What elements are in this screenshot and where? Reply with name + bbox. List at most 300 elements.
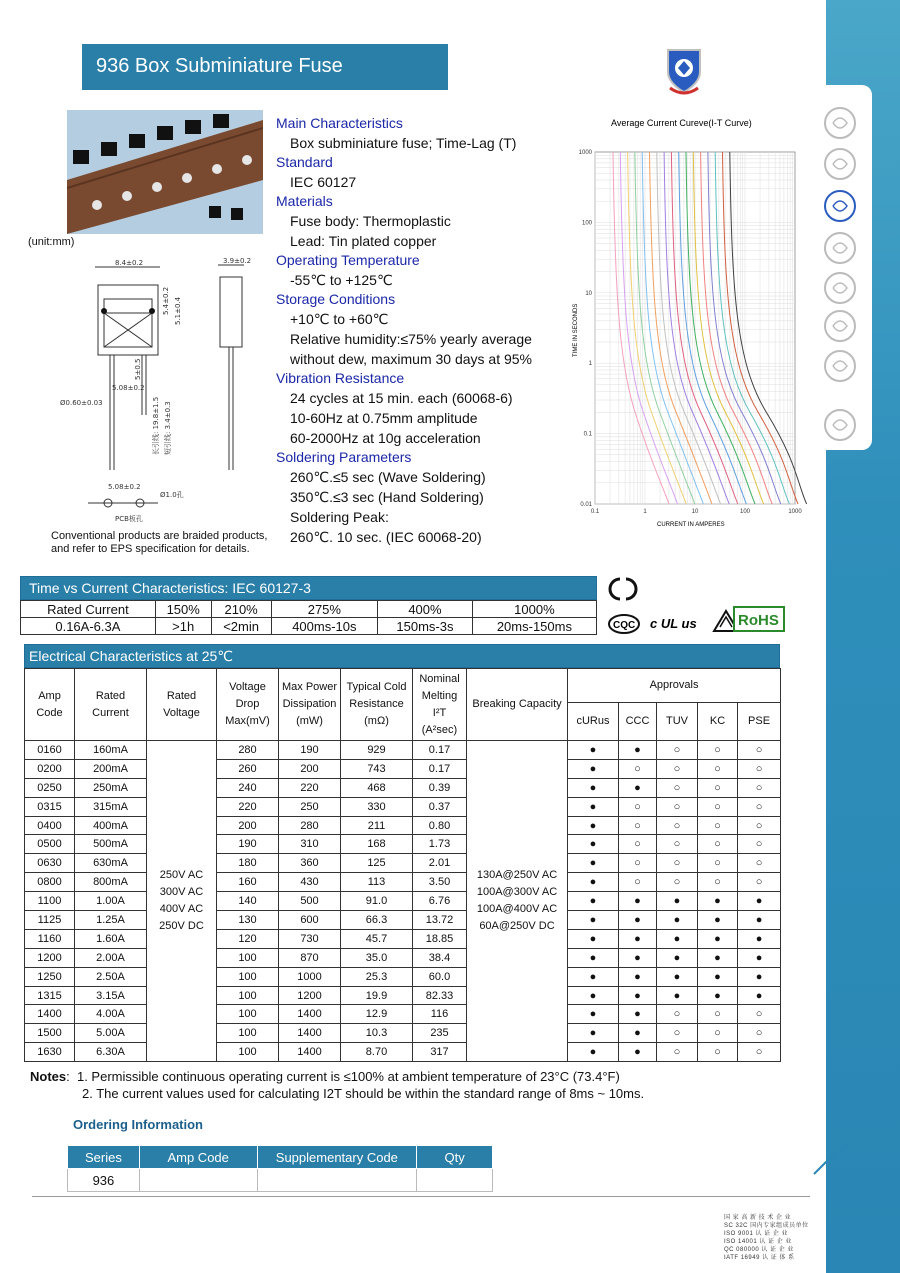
approval-mark-cell: ○	[698, 797, 738, 816]
approval-mark-cell: ●	[568, 854, 619, 873]
max-power-cell: 500	[279, 892, 341, 911]
cold-resistance-cell: 743	[341, 759, 413, 778]
max-power-cell: 1200	[279, 986, 341, 1005]
notes: Notes: 1. Permissible continuous operating current is ≤100% at ambient temperature of 23°C (73.4°F) 2. The current values used for calculating I2T should be within the standard range of 8ms ~ 10ms.	[30, 1069, 645, 1101]
table-row	[25, 741, 781, 760]
table-row	[25, 816, 781, 835]
max-power-cell: 280	[279, 816, 341, 835]
i2t-cell: 38.4	[413, 948, 467, 967]
max-power-cell: 600	[279, 911, 341, 930]
curve-title: Average Current Cureve(I-T Curve)	[611, 118, 752, 128]
col-max-power: Max Power Dissipation (mW)	[279, 669, 341, 741]
char-heading: Soldering Parameters	[276, 449, 412, 465]
cqc-mark-icon	[609, 615, 639, 633]
order-cell	[139, 1169, 257, 1192]
rated-current-cell: 5.00A	[75, 1024, 147, 1043]
approval-mark-cell: ●	[568, 1043, 619, 1062]
approval-mark-cell: ●	[568, 797, 619, 816]
voltage-drop-cell: 190	[217, 835, 279, 854]
rated-current-cell: 2.50A	[75, 967, 147, 986]
rated-current-cell: 1.00A	[75, 892, 147, 911]
approval-mark-cell: ○	[698, 778, 738, 797]
amp-code-cell: 0160	[25, 741, 75, 760]
approval-mark-cell: ○	[738, 835, 781, 854]
approval-mark-cell: ○	[657, 741, 698, 760]
order-cell	[417, 1169, 493, 1192]
max-power-cell: 190	[279, 741, 341, 760]
amp-code-cell: 1315	[25, 986, 75, 1005]
approval-mark-cell: ●	[738, 986, 781, 1005]
rated-voltage-line: 300V AC	[159, 886, 204, 899]
order-col-header: Supplementary Code	[257, 1146, 417, 1169]
i2t-cell: 116	[413, 1005, 467, 1024]
dim-pitch: 5.08±0.2	[112, 384, 145, 392]
table-row	[25, 759, 781, 778]
max-power-cell: 1400	[279, 1043, 341, 1062]
voltage-drop-cell: 100	[217, 986, 279, 1005]
approval-mark-cell: ●	[698, 967, 738, 986]
triangle-arrow-icon	[822, 105, 858, 141]
approval-mark-cell: ●	[568, 1024, 619, 1043]
amp-code-cell: 1160	[25, 929, 75, 948]
voltage-drop-cell: 260	[217, 759, 279, 778]
approval-mark-cell: ●	[619, 948, 657, 967]
approval-mark-cell: ●	[568, 967, 619, 986]
tcc-cell: 150ms-3s	[378, 618, 473, 635]
cold-resistance-cell: 35.0	[341, 948, 413, 967]
approval-mark-cell: ●	[568, 948, 619, 967]
arrow-right-icon	[822, 270, 858, 306]
cold-resistance-cell: 330	[341, 797, 413, 816]
conventional-note	[51, 530, 267, 556]
svg-text:c UL us: c UL us	[650, 616, 697, 631]
dimension-drawing	[40, 255, 270, 527]
i2t-cell: 6.76	[413, 892, 467, 911]
approval-mark-cell: ●	[657, 967, 698, 986]
time-current-table	[20, 576, 597, 635]
main-characteristics	[276, 114, 546, 547]
approval-mark-cell: ●	[619, 929, 657, 948]
page-title: 936 Box Subminiature Fuse	[82, 44, 448, 90]
curve-x-tick: 1000	[788, 509, 802, 515]
approval-col-kc: KC	[698, 703, 738, 741]
approval-mark-cell: ●	[619, 1024, 657, 1043]
table-row	[25, 911, 781, 930]
approval-mark-cell: ○	[698, 873, 738, 892]
voltage-drop-cell: 130	[217, 911, 279, 930]
breaking-capacity-line: 100A@300V AC	[476, 886, 558, 899]
table-row	[25, 873, 781, 892]
col-rated-current: Rated Current	[75, 669, 147, 741]
table-row	[25, 1005, 781, 1024]
flame-icon	[822, 308, 858, 344]
company-line: IATF 16949 认 证 体 系	[724, 1255, 795, 1261]
breaking-capacity-line: 60A@250V DC	[479, 920, 555, 933]
cold-resistance-cell: 12.9	[341, 1005, 413, 1024]
approval-mark-cell: ○	[738, 759, 781, 778]
electrical-characteristics-table	[24, 644, 780, 1062]
approval-mark-cell: ●	[619, 892, 657, 911]
company-line: SC 32C 国内专家组成员单位	[724, 1223, 809, 1229]
i2t-cell: 0.39	[413, 778, 467, 797]
approval-mark-cell: ○	[698, 1043, 738, 1062]
table-row	[25, 892, 781, 911]
amp-code-cell: 0400	[25, 816, 75, 835]
kc-mark-icon	[610, 579, 636, 599]
approval-mark-cell: ○	[657, 835, 698, 854]
cold-resistance-cell: 66.3	[341, 911, 413, 930]
tcc-col-header: Rated Current	[21, 601, 156, 618]
dim-hole: Ø1.0孔	[160, 491, 184, 499]
approval-mark-cell: ○	[698, 816, 738, 835]
amp-code-cell: 0250	[25, 778, 75, 797]
voltage-drop-cell: 200	[217, 816, 279, 835]
amp-code-cell: 1500	[25, 1024, 75, 1043]
approval-mark-cell: ○	[738, 816, 781, 835]
char-heading: Storage Conditions	[276, 291, 396, 307]
char-value: Soldering Peak:	[290, 509, 389, 525]
char-value: +10℃ to +60℃	[290, 311, 389, 327]
table-row	[25, 1043, 781, 1062]
max-power-cell: 730	[279, 929, 341, 948]
char-value: 60-2000Hz at 10g acceleration	[290, 430, 481, 446]
col-amp-code: Amp Code	[25, 669, 75, 741]
voltage-drop-cell: 280	[217, 741, 279, 760]
cold-resistance-cell: 113	[341, 873, 413, 892]
char-value: without dew, maximum 30 days at 95%	[290, 351, 533, 367]
approval-col-ccc: CCC	[619, 703, 657, 741]
table-row	[25, 986, 781, 1005]
i2t-cell: 1.73	[413, 835, 467, 854]
char-value: IEC 60127	[290, 174, 357, 190]
cold-resistance-cell: 211	[341, 816, 413, 835]
tcc-cell: >1h	[155, 618, 211, 635]
i2t-cell: 82.33	[413, 986, 467, 1005]
dim-lead-offset: 5±0.5	[134, 358, 142, 380]
approval-mark-cell: ●	[568, 741, 619, 760]
approval-mark-cell: ●	[657, 892, 698, 911]
amp-code-cell: 1200	[25, 948, 75, 967]
curve-y-tick: 1000	[578, 150, 592, 156]
amp-code-cell: 1250	[25, 967, 75, 986]
approval-mark-cell: ●	[568, 911, 619, 930]
company-line: ISO 9001 认 证 企 业	[724, 1231, 789, 1237]
char-heading: Operating Temperature	[276, 252, 420, 268]
max-power-cell: 1000	[279, 967, 341, 986]
voltage-drop-cell: 160	[217, 873, 279, 892]
footer-divider	[32, 1196, 810, 1197]
max-power-cell: 310	[279, 835, 341, 854]
tcc-col-header: 150%	[155, 601, 211, 618]
curve-xlabel: CURRENT IN AMPERES	[657, 522, 725, 528]
certification-marks	[608, 575, 788, 637]
breaking-capacity-line: 100A@400V AC	[476, 903, 558, 916]
company-line: 国 家 高 新 技 术 企 业	[724, 1215, 792, 1221]
approval-mark-cell: ●	[738, 892, 781, 911]
approval-mark-cell: ○	[657, 1005, 698, 1024]
lightning-bolt-icon	[812, 1140, 852, 1176]
i2t-cell: 0.17	[413, 759, 467, 778]
order-col-header: Amp Code	[139, 1146, 257, 1169]
table-row	[25, 778, 781, 797]
order-col-header: Series	[68, 1146, 140, 1169]
char-value: 24 cycles at 15 min. each (60068-6)	[290, 390, 513, 406]
tcc-col-header: 275%	[271, 601, 378, 618]
rated-voltage-cell	[147, 741, 217, 1062]
ordering-title: Ordering Information	[73, 1117, 203, 1132]
max-power-cell: 200	[279, 759, 341, 778]
curve-ylabel: TIME IN SECONDS	[573, 303, 579, 357]
i2t-cell: 60.0	[413, 967, 467, 986]
rated-current-cell: 250mA	[75, 778, 147, 797]
curve-y-tick: 0.01	[580, 502, 592, 508]
approval-mark-cell: ○	[619, 854, 657, 873]
approval-mark-cell: ●	[657, 911, 698, 930]
approval-mark-cell: ●	[698, 911, 738, 930]
rated-current-cell: 160mA	[75, 741, 147, 760]
char-value: 350℃.≤3 sec (Hand Soldering)	[290, 489, 484, 505]
rated-current-cell: 200mA	[75, 759, 147, 778]
cold-resistance-cell: 125	[341, 854, 413, 873]
approval-mark-cell: ○	[738, 854, 781, 873]
char-value: 260℃. 10 sec. (IEC 60068-20)	[290, 529, 482, 545]
table-row	[25, 967, 781, 986]
approval-mark-cell: ○	[657, 759, 698, 778]
approval-mark-cell: ○	[738, 1024, 781, 1043]
ul-mark-icon	[650, 616, 697, 631]
approval-mark-cell: ●	[568, 816, 619, 835]
char-heading: Main Characteristics	[276, 115, 403, 131]
char-value: -55℃ to +125℃	[290, 272, 393, 288]
table-row	[25, 929, 781, 948]
rated-current-cell: 800mA	[75, 873, 147, 892]
approval-mark-cell: ●	[619, 967, 657, 986]
dim-depth: 3.9±0.2	[223, 257, 252, 265]
rated-current-cell: 1.25A	[75, 911, 147, 930]
rated-current-cell: 500mA	[75, 835, 147, 854]
col-approvals: Approvals	[568, 669, 781, 703]
approval-mark-cell: ○	[619, 759, 657, 778]
approval-mark-cell: ●	[568, 835, 619, 854]
amp-code-cell: 1100	[25, 892, 75, 911]
approval-mark-cell: ○	[619, 835, 657, 854]
tcc-cell: 400ms-10s	[271, 618, 378, 635]
curve-x-tick: 1	[643, 509, 647, 515]
it-curve-chart	[565, 112, 815, 532]
rated-current-cell: 315mA	[75, 797, 147, 816]
char-value: Box subminiature fuse; Time-Lag (T)	[290, 135, 517, 151]
approval-mark-cell: ○	[657, 816, 698, 835]
approval-mark-cell: ○	[619, 873, 657, 892]
dim-lead-diameter: Ø0.60±0.03	[60, 399, 103, 407]
approval-mark-cell: ●	[738, 948, 781, 967]
max-power-cell: 250	[279, 797, 341, 816]
pcb-hole-label: PCB板孔	[115, 515, 143, 523]
voltage-drop-cell: 100	[217, 948, 279, 967]
tcc-col-header: 1000%	[472, 601, 596, 618]
voltage-drop-cell: 180	[217, 854, 279, 873]
voltage-drop-cell: 240	[217, 778, 279, 797]
approval-mark-cell: ●	[568, 986, 619, 1005]
table-row	[25, 948, 781, 967]
company-certifications	[724, 1214, 809, 1262]
approval-mark-cell: ○	[698, 741, 738, 760]
curve-y-tick: 100	[581, 220, 592, 227]
approval-mark-cell: ○	[738, 873, 781, 892]
cold-resistance-cell: 45.7	[341, 929, 413, 948]
cold-resistance-cell: 8.70	[341, 1043, 413, 1062]
curve-x-tick: 0.1	[590, 509, 600, 515]
approval-mark-cell: ○	[698, 854, 738, 873]
rated-voltage-line: 250V DC	[159, 920, 204, 933]
tcc-cell: <2min	[211, 618, 271, 635]
conventional-note-line-1: Conventional products are braided products,	[51, 530, 268, 542]
approval-mark-cell: ○	[738, 1005, 781, 1024]
product-photo	[67, 110, 263, 234]
rated-current-cell: 4.00A	[75, 1005, 147, 1024]
tcc-cell: 20ms-150ms	[472, 618, 596, 635]
approval-mark-cell: ●	[619, 1005, 657, 1024]
col-voltage-drop: Voltage Drop Max(mV)	[217, 669, 279, 741]
svg-text:CQC: CQC	[613, 620, 636, 631]
approval-mark-cell: ○	[698, 759, 738, 778]
cold-resistance-cell: 19.9	[341, 986, 413, 1005]
rohs-badge	[734, 607, 784, 631]
approval-mark-cell: ○	[698, 835, 738, 854]
approval-mark-cell: ●	[738, 967, 781, 986]
char-value: Fuse body: Thermoplastic	[290, 213, 451, 229]
table-row	[25, 797, 781, 816]
max-power-cell: 1400	[279, 1005, 341, 1024]
breaking-capacity-cell	[467, 741, 568, 1062]
col-i2t: Nominal Melting I²T (A²sec)	[413, 669, 467, 741]
amp-code-cell: 1125	[25, 911, 75, 930]
amp-code-cell: 0800	[25, 873, 75, 892]
col-breaking-capacity: Breaking Capacity	[467, 669, 568, 741]
rated-current-cell: 6.30A	[75, 1043, 147, 1062]
approval-mark-cell: ○	[738, 1043, 781, 1062]
approval-mark-cell: ●	[619, 986, 657, 1005]
note-1: 1. Permissible continuous operating current is ≤100% at ambient temperature of 23°C (73.4°F)	[76, 1069, 620, 1084]
rated-current-cell: 1.60A	[75, 929, 147, 948]
approval-mark-cell: ●	[698, 929, 738, 948]
approval-mark-cell: ●	[568, 929, 619, 948]
i2t-cell: 235	[413, 1024, 467, 1043]
i2t-cell: 317	[413, 1043, 467, 1062]
char-value: 260℃.≤5 sec (Wave Soldering)	[290, 469, 486, 485]
company-shield-logo-icon	[662, 46, 706, 96]
approval-mark-cell: ●	[657, 986, 698, 1005]
approval-mark-cell: ●	[568, 1005, 619, 1024]
table-row	[25, 854, 781, 873]
hand-icon	[822, 230, 858, 266]
notes-label: Notes	[30, 1069, 67, 1084]
approval-mark-cell: ○	[657, 854, 698, 873]
long-lead-length: 长引线: 19.8±1.5	[152, 396, 160, 455]
breaking-capacity-line: 130A@250V AC	[476, 869, 558, 882]
approval-col-curus: cURus	[568, 703, 619, 741]
order-col-header: Qty	[417, 1146, 493, 1169]
tcc-cell: 0.16A-6.3A	[21, 618, 156, 635]
cold-resistance-cell: 168	[341, 835, 413, 854]
table-row	[25, 1024, 781, 1043]
approval-mark-cell: ●	[738, 929, 781, 948]
fuse-spiral-icon	[822, 188, 858, 224]
char-value: Relative humidity:≤75% yearly average	[290, 331, 532, 347]
cold-resistance-cell: 91.0	[341, 892, 413, 911]
voltage-drop-cell: 220	[217, 797, 279, 816]
char-value: 10-60Hz at 0.75mm amplitude	[290, 410, 478, 426]
unit-note: (unit:mm)	[28, 236, 75, 248]
approval-mark-cell: ○	[619, 816, 657, 835]
approval-mark-cell: ○	[738, 741, 781, 760]
approval-mark-cell: ○	[738, 778, 781, 797]
max-power-cell: 870	[279, 948, 341, 967]
rated-current-cell: 2.00A	[75, 948, 147, 967]
voltage-drop-cell: 100	[217, 967, 279, 986]
cold-resistance-cell: 10.3	[341, 1024, 413, 1043]
curve-y-tick: 10	[585, 290, 592, 297]
amp-code-cell: 1630	[25, 1043, 75, 1062]
company-line: QC 080000 认 证 企 业	[724, 1247, 794, 1253]
curve-x-tick: 100	[739, 509, 751, 515]
voltage-drop-cell: 100	[217, 1005, 279, 1024]
max-power-cell: 360	[279, 854, 341, 873]
approval-mark-cell: ○	[698, 1024, 738, 1043]
dim-pcb-pitch: 5.08±0.2	[108, 483, 141, 491]
book-icon	[822, 146, 858, 182]
voltage-drop-cell: 100	[217, 1043, 279, 1062]
cold-resistance-cell: 929	[341, 741, 413, 760]
company-line: ISO 14001 认 证 企 业	[724, 1239, 792, 1245]
approval-mark-cell: ○	[657, 778, 698, 797]
conventional-note-line-2: and refer to EPS specification for details.	[51, 543, 250, 555]
rated-current-cell: 3.15A	[75, 986, 147, 1005]
i2t-cell: 3.50	[413, 873, 467, 892]
rated-current-cell: 630mA	[75, 854, 147, 873]
approval-mark-cell: ●	[738, 911, 781, 930]
col-rated-voltage: Rated Voltage	[147, 669, 217, 741]
approval-mark-cell: ○	[657, 797, 698, 816]
approval-mark-cell: ○	[619, 797, 657, 816]
approval-col-pse: PSE	[738, 703, 781, 741]
tcc-col-header: 400%	[378, 601, 473, 618]
i2t-cell: 2.01	[413, 854, 467, 873]
dim-body-height: 5.4±0.2	[162, 286, 170, 315]
ordering-table	[67, 1145, 493, 1192]
approval-mark-cell: ●	[657, 929, 698, 948]
char-value: Lead: Tin plated copper	[290, 233, 437, 249]
globe-icon	[822, 407, 858, 443]
approval-mark-cell: ○	[698, 1005, 738, 1024]
i2t-cell: 0.80	[413, 816, 467, 835]
col-cold-resistance: Typical Cold Resistance (mΩ)	[341, 669, 413, 741]
dim-total-height: 5.1±0.4	[174, 296, 182, 325]
rated-voltage-line: 250V AC	[159, 869, 204, 882]
max-power-cell: 430	[279, 873, 341, 892]
approval-mark-cell: ●	[619, 778, 657, 797]
cold-resistance-cell: 25.3	[341, 967, 413, 986]
approval-mark-cell: ●	[568, 873, 619, 892]
approval-col-tuv: TUV	[657, 703, 698, 741]
approval-mark-cell: ○	[738, 797, 781, 816]
rated-voltage-line: 400V AC	[159, 903, 204, 916]
note-2: 2. The current values used for calculating I2T should be within the standard range of 8ms ~ 10ms.	[82, 1086, 645, 1101]
tcc-col-header: 210%	[211, 601, 271, 618]
svg-text:RoHS: RoHS	[738, 612, 779, 629]
curve-y-tick: 1	[588, 361, 592, 368]
approval-mark-cell: ●	[698, 948, 738, 967]
